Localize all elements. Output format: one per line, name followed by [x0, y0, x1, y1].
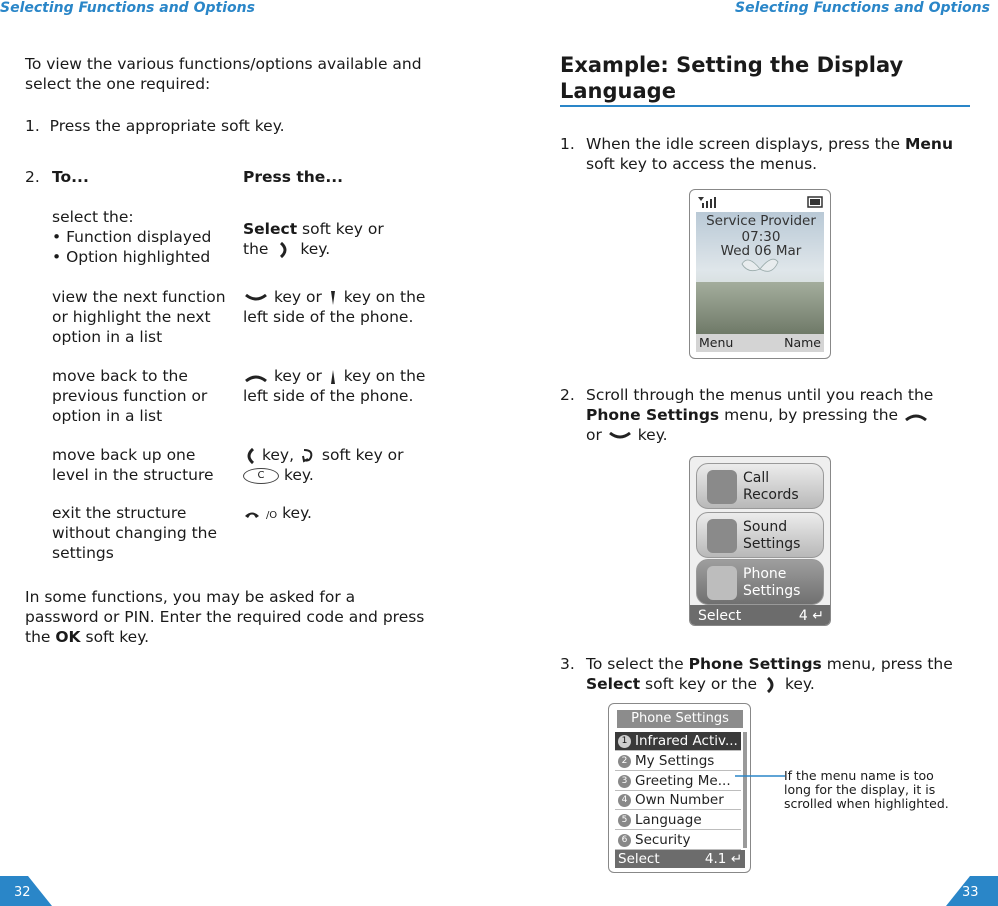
- signal-battery-icon: [696, 194, 826, 210]
- select-softkey[interactable]: Select: [618, 851, 660, 867]
- down-nav-key-icon: [607, 429, 633, 443]
- outro-text: In some functions, you may be asked for a password or PIN. Enter the required code and press the OK soft key.: [25, 588, 425, 646]
- sound-settings-icon: [707, 519, 737, 553]
- right-step-1: When the idle screen displays, press the Menu soft key to access the menus.: [586, 135, 954, 173]
- list-item[interactable]: 1 Infrared Activ...: [615, 732, 741, 751]
- left-page-header: Selecting Functions and Options: [0, 0, 255, 16]
- row-next-to: view the next function or highlight the next option in a list: [52, 288, 226, 346]
- row-exit-to: exit the structure without changing the settings: [52, 504, 218, 562]
- right-step-1-num: 1.: [560, 135, 575, 153]
- volume-down-key-icon: [327, 289, 339, 307]
- right-step-3-num: 3.: [560, 655, 575, 673]
- list-index: 4.1 ↵: [704, 851, 742, 867]
- left-step-2-num: 2.: [25, 168, 40, 186]
- time-label: 07:30: [741, 229, 781, 245]
- back-arrow-icon[interactable]: ↵: [812, 608, 824, 624]
- right-page-number-tab: [946, 876, 998, 906]
- menu-softkey[interactable]: Menu: [699, 335, 734, 350]
- select-softkey[interactable]: Select: [698, 608, 742, 624]
- row-up-press: key, soft key or C key.: [243, 445, 404, 485]
- scroll-callout: If the menu name is too long for the display, it is scrolled when highlighted.: [784, 768, 949, 811]
- right-step-2: Scroll through the menus until you reach the Phone Settings menu, by pressing the or key.: [586, 386, 934, 444]
- list-scrollbar[interactable]: [743, 732, 747, 848]
- phone-settings-list-screen: [608, 703, 751, 873]
- left-page-number-tab: [0, 876, 52, 906]
- end-key-label: /O: [265, 510, 278, 521]
- intro-text: To view the various functions/options available and select the one required:: [25, 55, 422, 93]
- provider-label: Service Provider: [706, 213, 816, 229]
- volume-up-key-icon: [327, 368, 339, 386]
- list-item[interactable]: 4 Own Number: [615, 791, 741, 810]
- right-page-header: Selecting Functions and Options: [735, 0, 990, 16]
- phone-settings-icon: [707, 566, 737, 600]
- callout-line: [735, 774, 785, 778]
- row-next-press: key or key on the left side of the phone.: [243, 288, 426, 326]
- back-arrow-icon: [299, 447, 317, 465]
- right-step-2-num: 2.: [560, 386, 575, 404]
- left-step-1: 1. Press the appropriate soft key.: [25, 117, 285, 135]
- list-title: Phone Settings: [617, 710, 743, 728]
- right-nav-key-icon: [762, 676, 780, 694]
- name-softkey[interactable]: Name: [784, 335, 821, 350]
- right-nav-key-icon: [273, 241, 295, 259]
- date-label: Wed 06 Mar: [720, 243, 802, 259]
- menu-item-sound-settings[interactable]: Sound Settings: [696, 512, 824, 558]
- row-back-press: key or key on the left side of the phone.: [243, 367, 426, 405]
- idle-screen: [689, 189, 831, 359]
- idle-softkeys: [696, 334, 824, 352]
- col-head-press: Press the...: [243, 168, 343, 186]
- wallpaper-field: [696, 282, 824, 334]
- row-up-to: move back up one level in the structure: [52, 446, 214, 484]
- list-item[interactable]: 6 Security: [615, 831, 741, 850]
- title-rule: [560, 105, 970, 107]
- left-nav-key-icon: [243, 447, 257, 465]
- down-nav-key-icon: [243, 291, 269, 305]
- left-page-number: 32: [14, 885, 31, 900]
- right-step-3: To select the Phone Settings menu, press the Select soft key or the key.: [586, 655, 953, 693]
- list-softkeys: [615, 850, 745, 868]
- menu-index: 4 ↵: [798, 608, 824, 624]
- call-records-icon: [707, 470, 737, 504]
- row-select-press: Select soft key or the key.: [243, 220, 384, 258]
- back-arrow-icon[interactable]: ↵: [730, 851, 742, 867]
- menu-item-phone-settings[interactable]: Phone Settings: [696, 559, 824, 605]
- list-item[interactable]: 2 My Settings: [615, 752, 741, 771]
- clear-key-icon: C: [243, 468, 279, 484]
- row-exit-press: /O key.: [243, 503, 312, 526]
- row-select-to: select the: • Function displayed • Option highlighted: [52, 208, 212, 266]
- up-nav-key-icon: [903, 409, 929, 423]
- end-power-key-icon: [243, 508, 261, 520]
- menu-item-call-records[interactable]: Call Records: [696, 463, 824, 509]
- list-item[interactable]: 3 Greeting Me...: [615, 772, 741, 791]
- menu-softkeys: [690, 605, 831, 626]
- up-nav-key-icon: [243, 370, 269, 384]
- menu-screen: [689, 456, 831, 626]
- example-title: Example: Setting the Display Language: [560, 53, 904, 103]
- row-back-to: move back to the previous function or option in a list: [52, 367, 208, 425]
- right-page-number: 33: [962, 885, 979, 900]
- col-head-to: To...: [52, 168, 89, 186]
- list-item[interactable]: 5 Language: [615, 811, 741, 830]
